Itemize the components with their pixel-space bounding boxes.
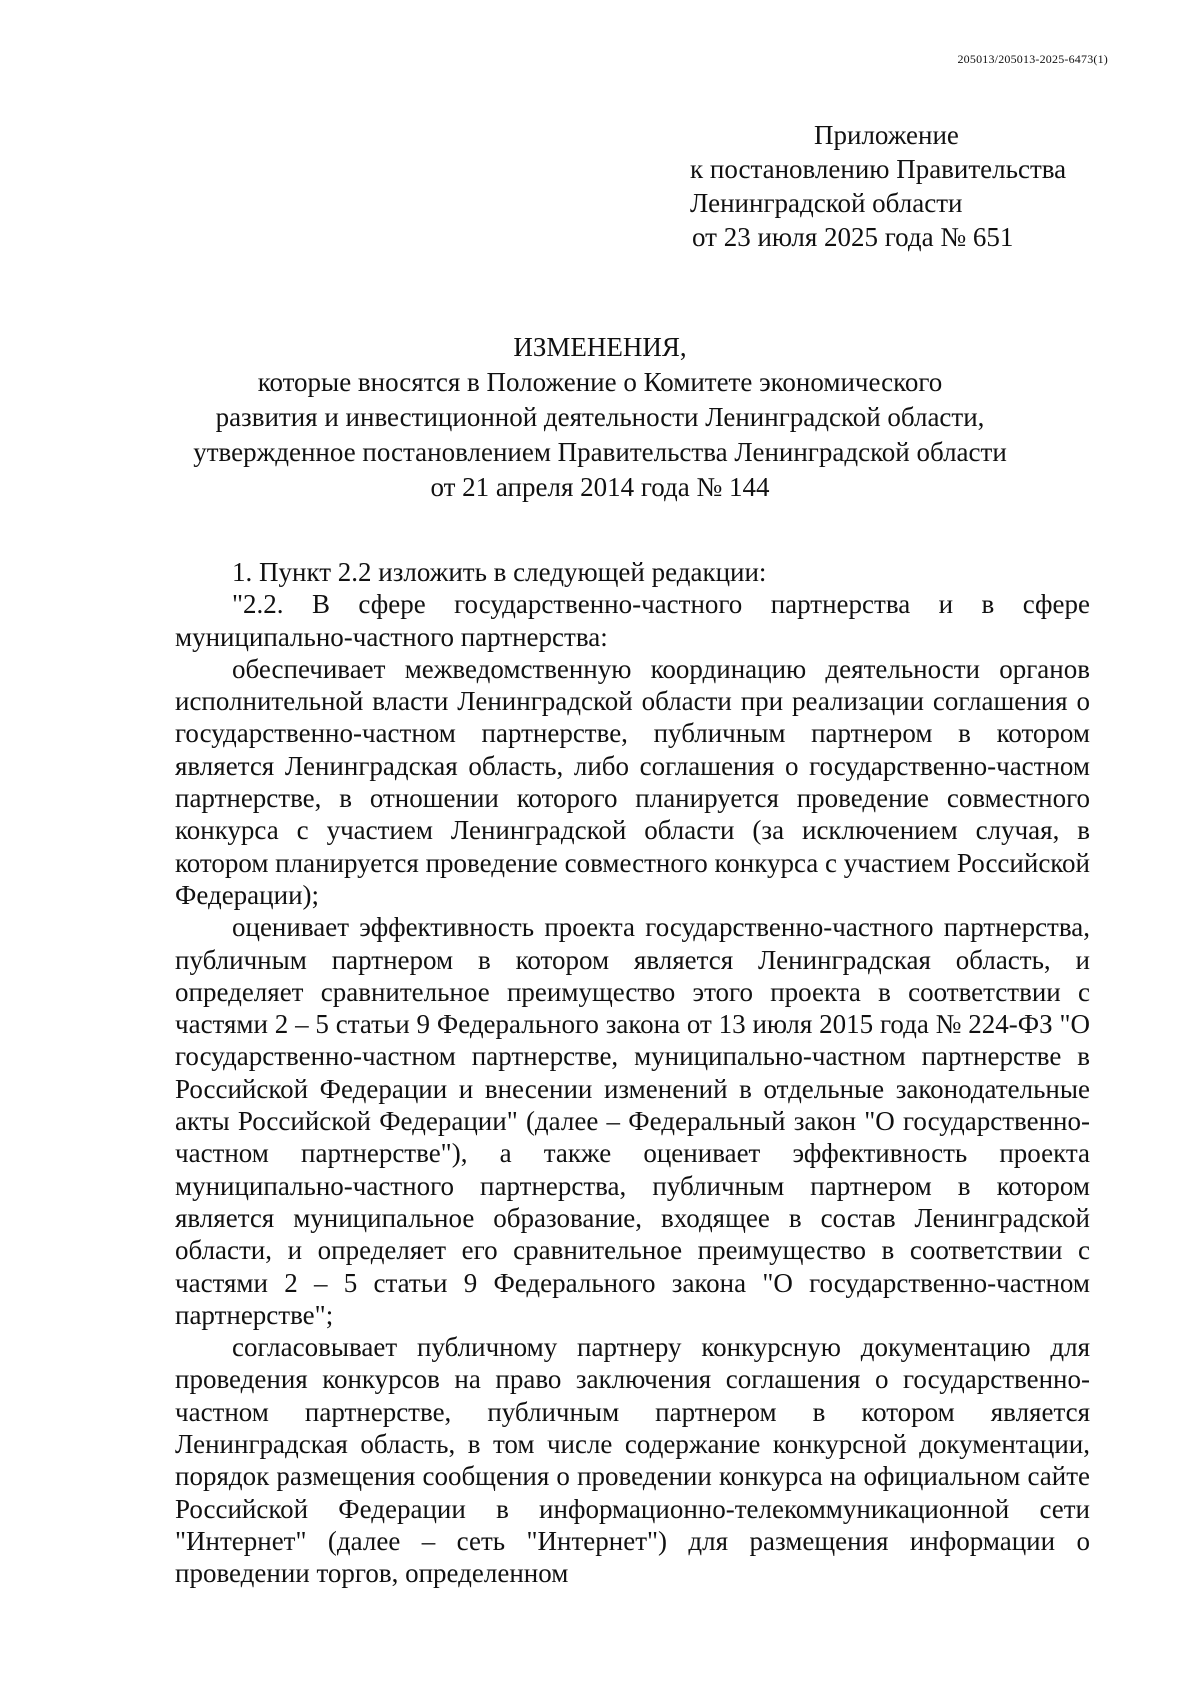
heading-line: которые вносятся в Положение о Комитете экономического <box>257 367 943 397</box>
appendix-line: Ленинградской области <box>690 188 963 218</box>
appendix-block <box>690 118 1066 254</box>
document-body <box>175 556 1090 1590</box>
body-paragraph: 1. Пункт 2.2 изложить в следующей редакции: <box>232 557 767 587</box>
heading-title: ИЗМЕНЕНИЯ, <box>513 332 687 362</box>
body-paragraph: обеспечивает межведомственную координацию деятельности органов исполнительной власти Ленинградской области при реализации соглашения о государственно-частном партнерстве, публичным партнером в котором является Ленинградская область, либо соглашения о государственно-частном партнерстве, в отношении которого планируется проведение совместного конкурса с участием Ленинградской области (за исключением случая, в котором планируется проведение совместного конкурса с участием Российской Федерации); <box>175 653 1090 910</box>
heading-line: утвержденное постановлением Правительства Ленинградской области <box>193 437 1007 467</box>
heading-line: от 21 апреля 2014 года № 144 <box>430 472 770 502</box>
appendix-title: Приложение <box>814 120 959 150</box>
heading-line: развития и инвестиционной деятельности Ленинградской области, <box>215 402 985 432</box>
appendix-date-line: от 23 июля 2025 года № 651 <box>692 222 1014 252</box>
appendix-line: к постановлению Правительства <box>690 154 1067 184</box>
document-heading <box>150 330 1050 505</box>
body-paragraph: "2.2. В сфере государственно-частного партнерства и в сфере муниципально-частного партнерства: <box>175 589 1090 652</box>
body-paragraph: оценивает эффективность проекта государственно-частного партнерства, публичным партнером в котором является Ленинградская область, и определяет сравнительное преимущество этого проекта в соответствии с частями 2 – 5 статьи 9 Федерального закона от 13 июля 2015 года № 224-ФЗ "О государственно-частном партнерстве, муниципально-частном партнерстве в Российской Федерации и внесении изменений в отдельные законодательные акты Российской Федерации" (далее – Федеральный закон "О государственно-частном партнерстве"), а также оценивает эффективность проекта муниципально-частного партнерства, публичным партнером в котором является муниципальное образование, входящее в состав Ленинградской области, и определяет его сравнительное преимущество в соответствии с частями 2 – 5 статьи 9 Федерального закона "О государственно-частном партнерстве"; <box>175 912 1090 1330</box>
document-id: 205013/205013-2025-6473(1) <box>957 52 1108 66</box>
body-paragraph: согласовывает публичному партнеру конкурсную документацию для проведения конкурсов на право заключения соглашения о государственно-частном партнерстве, публичным партнером в котором является Ленинградская область, в том числе содержание конкурсной документации, порядок размещения сообщения о проведении конкурса на официальном сайте Российской Федерации в информационно-телекоммуникационной сети "Интернет" (далее – сеть "Интернет") для размещения информации о проведении торгов, определенном <box>175 1332 1090 1589</box>
